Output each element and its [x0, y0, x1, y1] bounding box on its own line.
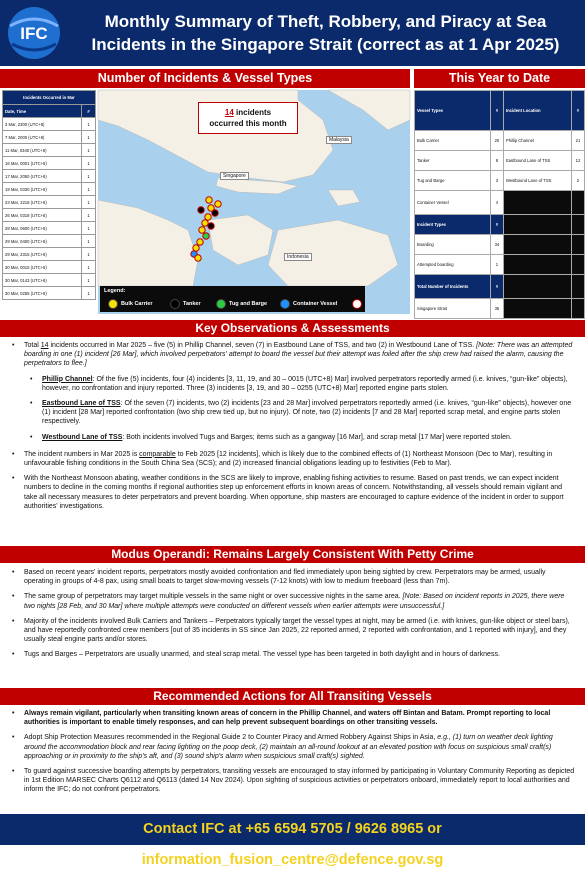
- table-row: [3, 261, 96, 274]
- ifc-logo: [4, 4, 64, 62]
- label-malaysia: Malaysia: [326, 136, 352, 144]
- legend-label: Bulk Carrier: [121, 301, 153, 307]
- key-observations: [0, 341, 585, 511]
- table-row: [415, 151, 585, 171]
- red-ring-icon: [352, 299, 362, 309]
- legend-item: [280, 299, 337, 309]
- total-header: Total Number of Incidents: [415, 275, 491, 299]
- incident-marker: [197, 239, 203, 245]
- vessel-type-cell: Bulk Carrier: [415, 131, 491, 151]
- incident-date-cell: 7 Mar, 2000 (UTC+8): [3, 131, 82, 144]
- legend-item: [170, 299, 201, 309]
- table-row: [415, 235, 585, 255]
- blank-cell: [571, 275, 584, 299]
- legend-label: Tug and Barge: [229, 301, 268, 307]
- legend-label: Container Vessel: [293, 301, 338, 307]
- contact-footer: Contact IFC at +65 6594 5705 / 9626 8965 or information_fusion_centre@defence.gov.sg: [0, 814, 585, 845]
- table-row: [415, 131, 585, 151]
- legend-label: Tanker: [183, 301, 201, 307]
- incident-marker: [208, 223, 214, 229]
- incident-count-cell: 1: [82, 222, 96, 235]
- incident-type-count-cell: 34: [490, 235, 503, 255]
- vessel-count-cell: 4: [490, 191, 503, 215]
- section-modus-title: Modus Operandi: Remains Largely Consistent With Petty Crime: [0, 546, 585, 563]
- legend-swatch-icon: [216, 299, 226, 309]
- incident-count-cell: 1: [82, 131, 96, 144]
- incident-marker: [199, 227, 205, 233]
- blank-cell: [503, 215, 571, 235]
- incident-marker: [206, 197, 212, 203]
- callout-line-2: occurred this month: [209, 119, 287, 128]
- table-row: [3, 170, 96, 183]
- total-location-cell: Singapore Strait: [415, 299, 491, 319]
- key-obs-eastbound: • Eastbound Lane of TSS: Of the seven (7) incidents, two (2) incidents [23 and 28 Mar] involved perpetrators reportedly armed (i.e. knives, “gun-like” objects), however one (1) incident [28 Mar] reported confrontation (two ship crew tied up, but no injury). Of note, two (2) incidents [7 and 28 Mar] reported scrap metal, and engine parts stolen respectively.: [0, 399, 585, 427]
- action-item-1: • Always remain vigilant, particularly when transiting known areas of concern in the Phillip Channel, and waters off Bintan and Batam. Prompt reporting to local authorities is important to enable timely responses, and can help prevent subsequent boardings on other transiting vessels.: [0, 709, 585, 727]
- blank-cell: [571, 215, 584, 235]
- callout-number: 14: [224, 108, 234, 117]
- vessel-count-cell: 20: [490, 131, 503, 151]
- blank-cell: [503, 235, 571, 255]
- incident-marker: [198, 207, 204, 213]
- location-cell: Phillip Channel: [503, 131, 571, 151]
- location-count-cell: [571, 191, 584, 215]
- modus-item-4: • Tugs and Barges – Perpetrators are usually unarmed, and steal scrap metal. The vessel type has been targeted in both daylight and in hours of darkness.: [0, 650, 585, 659]
- incident-count-cell: 1: [82, 170, 96, 183]
- legend-swatch-icon: [280, 299, 290, 309]
- table-row: [3, 196, 96, 209]
- location-header: Incident Location: [503, 91, 571, 131]
- callout-text: incidents: [233, 108, 272, 117]
- incident-count-cell: 1: [82, 287, 96, 300]
- table-row: [415, 191, 585, 215]
- total-num-header: #: [490, 275, 503, 299]
- legend-title: Legend:: [104, 288, 126, 294]
- header-banner: [0, 0, 585, 66]
- table-row: [3, 287, 96, 300]
- modus-item-1: • Based on recent years' incident reports, perpetrators mostly avoided confrontation and fled immediately upon being sighted by crew. Perpetrators may be armed, usually operating in groups of 4-8 pax, using small boats to target slow-moving vessels (7-12 knots) with low to medium freeboard (less than 7m).: [0, 568, 585, 586]
- incident-count-cell: 1: [82, 118, 96, 131]
- incident-date-cell: 30 Mar, 0255 (UTC+8): [3, 287, 82, 300]
- location-cell: Westbound Lane of TSS: [503, 171, 571, 191]
- table-row: [3, 222, 96, 235]
- incident-type-cell: Attempted boarding: [415, 255, 491, 275]
- incident-count-cell: 1: [82, 235, 96, 248]
- incident-marker: [212, 210, 218, 216]
- col-date-header: Date, Time: [3, 105, 82, 118]
- section-incidents-title: Number of Incidents & Vessel Types: [0, 69, 410, 88]
- table-row: [3, 235, 96, 248]
- table-row: [415, 275, 585, 299]
- table-row: [3, 274, 96, 287]
- blank-cell: [503, 255, 571, 275]
- table-row: [415, 255, 585, 275]
- vessel-count-cell: 3: [490, 171, 503, 191]
- year-to-date-table: [414, 90, 585, 319]
- incident-table: [2, 90, 96, 300]
- title-line-2: Incidents in the Singapore Strait (correct as at 1 Apr 2025): [91, 35, 560, 54]
- incident-date-cell: 17 Mar, 2050 (UTC+8): [3, 170, 82, 183]
- incident-count-cell: 1: [82, 183, 96, 196]
- incident-date-cell: 29 Mar, 2315 (UTC+8): [3, 248, 82, 261]
- location-count-cell: 12: [571, 151, 584, 171]
- logo-text: IFC: [20, 24, 48, 43]
- incident-marker: [205, 214, 211, 220]
- vessel-type-cell: Tug and Barge: [415, 171, 491, 191]
- incident-count-cell: 1: [82, 157, 96, 170]
- total-count-cell: 35: [490, 299, 503, 319]
- page-title: [72, 10, 579, 56]
- incident-count-callout: [198, 102, 298, 134]
- section-key-observations-title: Key Observations & Assessments: [0, 320, 585, 337]
- incident-map: [98, 90, 410, 314]
- incident-count-cell: 1: [82, 274, 96, 287]
- incident-date-cell: 11 Mar, 0340 (UTC+8): [3, 144, 82, 157]
- incident-date-cell: 3 Mar, 2300 (UTC+8): [3, 118, 82, 131]
- incident-date-cell: 30 Mar, 0143 (UTC+8): [3, 274, 82, 287]
- incident-date-cell: 16 Mar, 0001 (UTC+8): [3, 157, 82, 170]
- legend-item: [108, 299, 153, 309]
- table-row: [3, 144, 96, 157]
- incident-marker: [202, 220, 208, 226]
- incident-type-count-cell: 1: [490, 255, 503, 275]
- incident-date-cell: 28 Mar, 0600 (UTC+8): [3, 222, 82, 235]
- action-item-3: • To guard against successive boarding attempts by perpetrators, transiting vessels are encouraged to stay informed by participating in Voluntary Community Reporting as depicted in 1st Edition MARSEC Charts Q6112 and Q6113 (dated 14 Nov 2024). Upon sighting of suspicious activities or perpetrators onboard, immediately report to local authorities and inform the IFC; do not confront perpetrators.: [0, 767, 585, 795]
- incident-marker: [193, 245, 199, 251]
- location-count-cell: 21: [571, 131, 584, 151]
- blank-cell: [571, 235, 584, 255]
- key-obs-outlook: • With the Northeast Monsoon abating, weather conditions in the SCS are likely to improve, enabling fishing activities to resume. Based on past trends, we can expect incident numbers to decline in the coming months if regional authorities step up enforcement efforts in known areas of concern. Notwithstanding, all vessels should remain vigilant and take all necessary measures to deter perpetrators and prevent boarding. When opportune, ship masters are encouraged to capture evidence of the incident in order to support authorities' investigations.: [0, 474, 585, 511]
- table-row: [3, 157, 96, 170]
- recommended-actions: [0, 709, 585, 795]
- incident-date-cell: 29 Mar, 0400 (UTC+8): [3, 235, 82, 248]
- location-num-header: #: [571, 91, 584, 131]
- incident-marker: [195, 255, 201, 261]
- incident-types-num-header: #: [490, 215, 503, 235]
- map-legend: [100, 286, 365, 312]
- key-obs-total: • Total 14 incidents occurred in Mar 2025 – five (5) in Phillip Channel, seven (7) in Eastbound Lane of TSS, and two (2) in Westbound Lane of TSS. [Note: There was an attempted boarding in one (1) incident [26 Mar], which involved perpetrators' attempt to board the vessel but their attempt was foiled after the ship crew had raised the alarm, causing the perpetrators to flee.]: [0, 341, 585, 369]
- incident-count-cell: 1: [82, 248, 96, 261]
- location-cell: Eastbound Lane of TSS: [503, 151, 571, 171]
- legend-ring-icon: [352, 299, 362, 309]
- incident-table-caption: Incidents Occurred in Mar: [3, 91, 96, 105]
- table-row: [3, 209, 96, 222]
- table-row: [3, 131, 96, 144]
- blank-cell: [571, 299, 584, 319]
- location-count-cell: 2: [571, 171, 584, 191]
- vessel-type-cell: Tanker: [415, 151, 491, 171]
- vessel-count-cell: 8: [490, 151, 503, 171]
- incident-marker: [215, 201, 221, 207]
- table-row: [415, 299, 585, 319]
- table-row: [3, 248, 96, 261]
- label-singapore: Singapore: [220, 172, 249, 180]
- key-obs-comparison: • The incident numbers in Mar 2025 is comparable to Feb 2025 [12 incidents], which is likely due to the combined effects of (1) Northeast Monsoon (Dec to Mar), resulting in unfavourable fishing conditions in the South China Sea (SCS); and (2) increased financial obligations leading up to festivities (Feb to Mar).: [0, 450, 585, 468]
- blank-cell: [503, 275, 571, 299]
- incident-count-cell: 1: [82, 261, 96, 274]
- table-row: [415, 91, 585, 131]
- incident-count-cell: 1: [82, 144, 96, 157]
- action-item-2: • Adopt Ship Protection Measures recommended in the Regional Guide 2 to Counter Piracy and Armed Robbery Against Ships in Asia, e.g., (1) turn on weather deck lighting around the accommodation block and rear facing lighting on the poop deck, (2) maintain an all-round lookout at an elevated position with focus on suspicious small craft(s) approaching or in proximity to the ship's aft, and (3) sound ship's alarm when suspicious small craft(s) sighted.: [0, 733, 585, 761]
- incident-count-cell: 1: [82, 209, 96, 222]
- incident-date-cell: 23 Mar, 2218 (UTC+8): [3, 196, 82, 209]
- vessel-types-header: Vessel Types: [415, 91, 491, 131]
- table-row: [3, 118, 96, 131]
- table-row: [415, 215, 585, 235]
- incident-type-cell: Boarding: [415, 235, 491, 255]
- incident-marker: [203, 233, 209, 239]
- title-line-1: Monthly Summary of Theft, Robbery, and Piracy at Sea: [104, 12, 547, 31]
- vessel-num-header: #: [490, 91, 503, 131]
- key-obs-phillip: • Phillip Channel: Of the five (5) incidents, four (4) incidents [3, 11, 19, and 30 – 0015 (UTC+8) Mar] involved perpetrators reportedly armed (i.e. knives, “gun-like” objects), however, no confrontation and injury reported. Three (3) incidents [3, 19, and 30 – 0255 (UTC+8) Mar] reported engine parts stolen.: [0, 375, 585, 393]
- legend-item: [216, 299, 267, 309]
- blank-cell: [571, 255, 584, 275]
- col-num-header: #: [82, 105, 96, 118]
- legend-swatch-icon: [170, 299, 180, 309]
- incident-date-cell: 26 Mar, 0318 (UTC+8): [3, 209, 82, 222]
- table-row: [415, 171, 585, 191]
- table-row: [3, 183, 96, 196]
- section-year-title: This Year to Date: [414, 69, 585, 88]
- section-actions-title: Recommended Actions for All Transiting Vessels: [0, 688, 585, 705]
- blank-cell: [503, 299, 571, 319]
- vessel-type-cell: Container Vessel: [415, 191, 491, 215]
- incident-date-cell: 30 Mar, 0015 (UTC+8): [3, 261, 82, 274]
- incident-date-cell: 19 Mar, 0330 (UTC+8): [3, 183, 82, 196]
- incident-types-header: Incident Types: [415, 215, 491, 235]
- label-indonesia: Indonesia: [284, 253, 312, 261]
- location-cell: [503, 191, 571, 215]
- modus-item-3: • Majority of the incidents involved Bulk Carriers and Tankers – Perpetrators typically target the vessel types at night, may be armed (i.e. with knives, gun-like object or steel bars), and have reportedly confronted crew members [out of 35 incidents in SS since Jan 2025, 22 reported armed, 2 reported with confrontation, and 1 reported with injury], and they usually steal engine parts and/or stores.: [0, 617, 585, 645]
- incident-count-cell: 1: [82, 196, 96, 209]
- modus-item-2: • The same group of perpetrators may target multiple vessels in the same night or over successive nights in the same area. [Note: Based on incident reports in 2025, there were two nights [28 Feb, and 30 Mar] where multiple attempts were conducted on different vessels when earlier attempts were unsuccessful.]: [0, 592, 585, 610]
- legend-swatch-icon: [108, 299, 118, 309]
- key-obs-westbound: • Westbound Lane of TSS: Both incidents involved Tugs and Barges; items such as a gangway [16 Mar], and scrap metal [17 Mar] were reported stolen.: [0, 433, 585, 442]
- modus-operandi: [0, 568, 585, 660]
